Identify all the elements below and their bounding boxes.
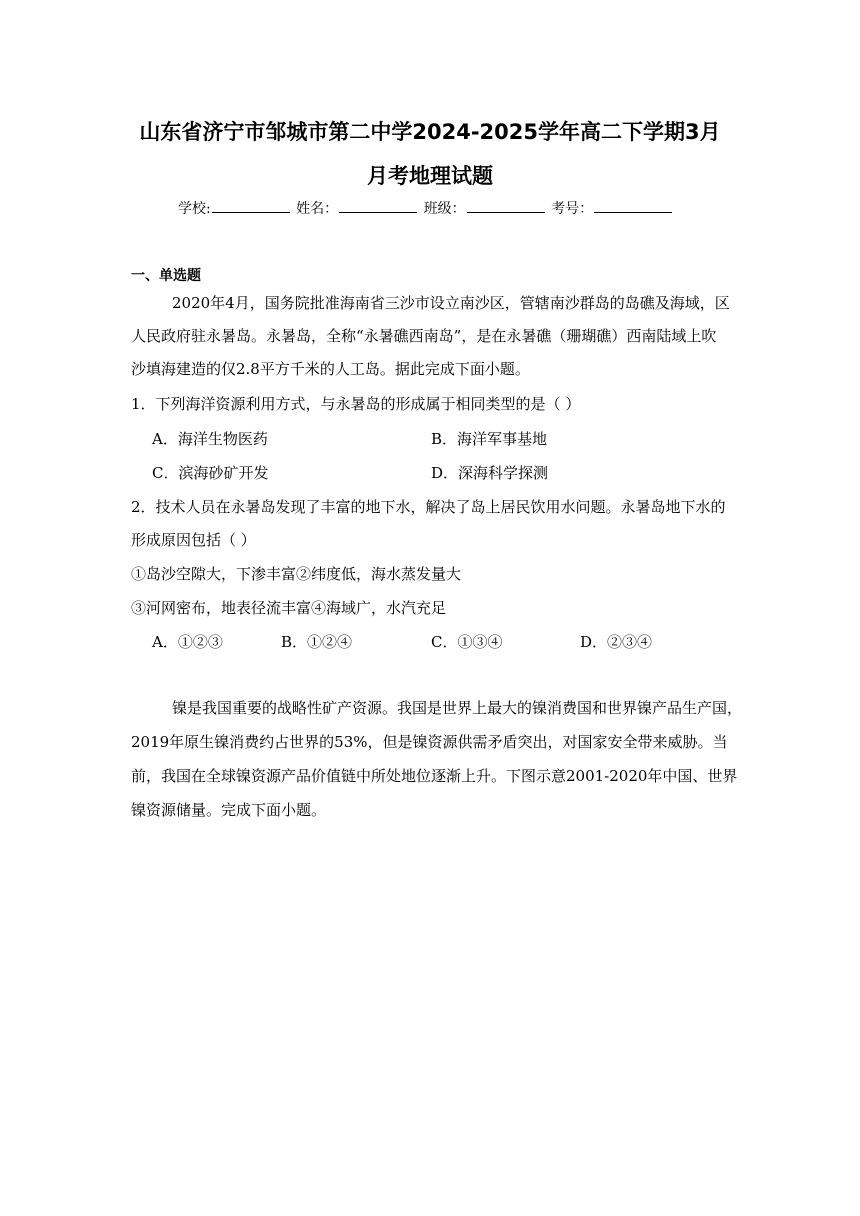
exam-title-line2: 月考地理试题 — [367, 164, 493, 188]
student-info-row — [178, 198, 674, 218]
name-blank — [339, 211, 417, 213]
passage2-line: 前，我国在全球镍资源产品价值链中所处地位逐渐上升。下图示意2001-2020年中国、世界 — [131, 767, 738, 785]
school-label: 学校: — [178, 201, 211, 217]
question1-option-a: A．海洋生物医药 — [152, 430, 268, 448]
exam-title-line1: 山东省济宁市邹城市第二中学2024-2025学年高二下学期3月 — [139, 120, 721, 144]
question1-option-c: C．滨海砂矿开发 — [152, 464, 269, 482]
exam-number-blank — [594, 211, 672, 213]
exam-number-label: 考号： — [551, 201, 594, 217]
passage2-line: 镍是我国重要的战略性矿产资源。我国是世界上最大的镍消费国和世界镍产品生产国， — [172, 699, 743, 717]
question1-option-d: D．深海科学探测 — [431, 464, 549, 482]
question1-option-b: B．海洋军事基地 — [431, 430, 548, 448]
question2-stem: 2．技术人员在永暑岛发现了丰富的地下水，解决了岛上居民饮用水问题。永暑岛地下水的 — [131, 498, 726, 516]
passage2-line: 2019年原生镍消费约占世界的53%，但是镍资源供需矛盾突出，对国家安全带来威胁。当 — [131, 733, 728, 751]
passage1-line: 2020年4月，国务院批准海南省三沙市设立南沙区，管辖南沙群岛的岛礁及海域，区 — [172, 294, 730, 312]
question2-statement: ①岛沙空隙大，下渗丰富②纬度低，海水蒸发量大 — [131, 565, 462, 583]
passage2-line: 镍资源储量。完成下面小题。 — [131, 801, 327, 819]
question2-option-d: D．②③④ — [580, 633, 653, 651]
question2-option-c: C．①③④ — [431, 633, 503, 651]
passage1-line: 人民政府驻永暑岛。永暑岛，全称“永暑礁西南岛”，是在永暑礁（珊瑚礁）西南陆域上吹 — [131, 327, 717, 345]
question2-option-a: A．①②③ — [152, 633, 223, 651]
question2-option-b: B．①②④ — [281, 633, 353, 651]
school-blank — [212, 211, 290, 213]
class-label: 班级： — [423, 201, 466, 217]
name-label: 姓名： — [296, 201, 339, 217]
question2-stem: 形成原因包括（ ） — [131, 531, 256, 549]
question2-statement: ③河网密布，地表径流丰富④海域广，水汽充足 — [131, 599, 447, 617]
section-title: 一、单选题 — [131, 268, 201, 284]
passage1-line: 沙填海建造的仅2.8平方千米的人工岛。据此完成下面小题。 — [131, 360, 530, 378]
class-blank — [467, 211, 545, 213]
question1-stem: 1．下列海洋资源利用方式，与永暑岛的形成属于相同类型的是（ ） — [131, 395, 581, 413]
